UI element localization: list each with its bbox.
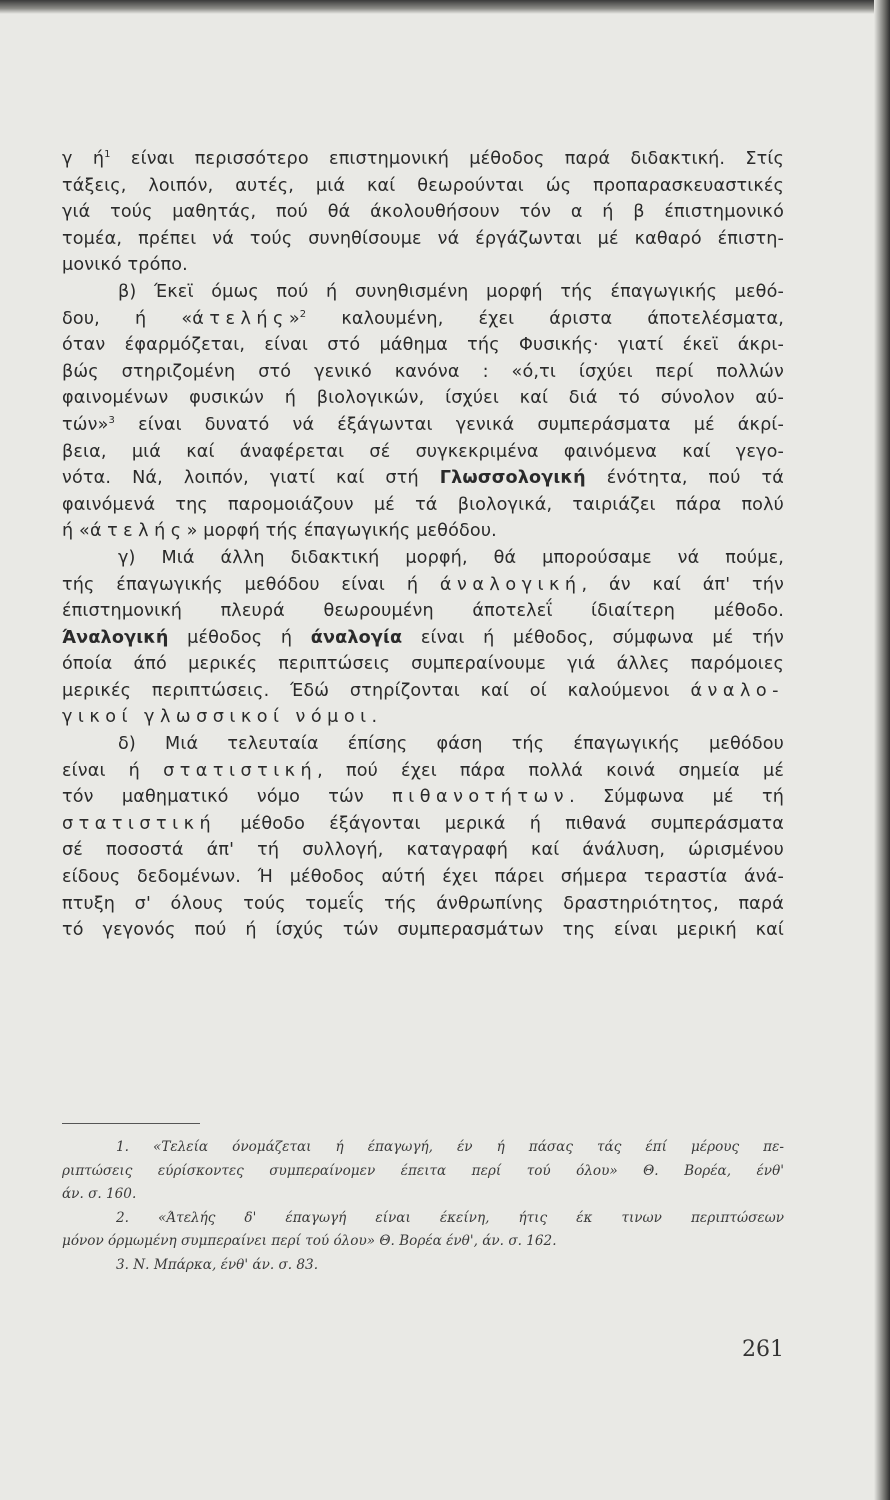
footnote-ref: 1 — [104, 149, 111, 160]
text-line — [62, 572, 784, 599]
text-run: , άν καί άπ' τήν — [581, 574, 784, 595]
text-line — [62, 146, 784, 173]
text-line — [62, 811, 784, 838]
text-line — [62, 465, 784, 492]
text-run: μερικές περιπτώσεις. Έδώ στηρίζονται καί οί καλούμενοι — [62, 680, 691, 701]
footnote-ref: 3 — [108, 414, 116, 426]
text-run: φαινόμενά της παρομοιάζουν μέ τά βιολογικά, ταιριάζει πάρα πολύ — [62, 494, 784, 515]
text-line — [62, 784, 784, 811]
text-line — [62, 891, 784, 918]
text-run: . Σύμφωνα μέ τή — [569, 787, 784, 808]
text-run: » — [288, 308, 300, 329]
text-run: είναι περισσότερο επιστημονική μέθοδος παρά διδακτική. Στίς — [110, 149, 784, 169]
text-line — [62, 199, 784, 226]
text-run: μονικό τρόπο. — [62, 255, 188, 276]
text-line — [62, 625, 784, 652]
text-run: ένότητα, πού τά — [585, 468, 784, 489]
text-run: τής έπαγωγικής μεθόδου είναι ή — [62, 574, 440, 595]
text-run: δ) Μιά τελευταία έπίσης φάση τής έπαγωγικής μεθόδου — [118, 734, 784, 755]
text-line — [62, 385, 784, 412]
text-line — [62, 837, 784, 864]
text-line — [62, 545, 784, 572]
text-run: , πού έχει πάρα πολλά κοινά σημεία μέ — [317, 760, 784, 781]
text-run: γικοί γλωσσικοί νόμοι. — [62, 707, 383, 728]
text-run: άτελής — [89, 521, 187, 542]
text-run: καλουμένη, έχει άριστα άποτελέσματα, — [306, 308, 784, 329]
text-run: έπιστημονική πλευρά θεωρουμένη άποτελεΐ ίδιαίτερη μέθοδο. — [62, 601, 784, 622]
text-line — [62, 252, 784, 279]
text-run: τό γεγονός πού ή ίσχύς τών συμπερασμάτων της είναι μερική καί — [62, 920, 784, 941]
text-line — [62, 651, 784, 678]
text-line — [62, 226, 784, 253]
text-run: » μορφή τής έπαγωγικής μεθόδου. — [186, 521, 497, 542]
text-run: άναλο- — [690, 680, 784, 701]
footnote-line: 2. «Άτελής δ' έπαγωγή είναι έκείνη, ήτις έκ τινων περιπτώσεων — [116, 1209, 784, 1226]
text-run: μέθοδο έξάγονται μερικά ή πιθανά συμπεράσματα — [216, 813, 784, 834]
text-run: γιά τούς μαθητάς, πού θά άκολουθήσουν τόν α ή β έπιστημονικό — [62, 202, 784, 223]
text-line — [62, 704, 784, 731]
text-run: στατιστική — [62, 813, 217, 834]
text-line — [62, 332, 784, 359]
text-run: φαινομένων φυσικών ή βιολογικών, ίσχύει καί διά τό σύνολον αύ- — [62, 388, 784, 409]
body-text — [62, 146, 784, 944]
text-line — [62, 359, 784, 386]
text-line — [62, 917, 784, 944]
text-run: πιθανοτήτων — [392, 787, 570, 808]
scan-edge-top — [0, 0, 890, 14]
text-run: β) Έκεϊ όμως πού ή συνηθισμένη μορφή τής έπαγωγικής μεθό- — [118, 281, 784, 302]
text-line — [62, 598, 784, 625]
text-run: άναλογική — [439, 574, 582, 595]
text-run: τάξεις, λοιπόν, αυτές, μιά καί θεωρούνται ώς προπαρασκευαστικές — [62, 175, 784, 196]
footnote-line: άν. σ. 160. — [62, 1186, 137, 1202]
text-run: γ ή — [62, 149, 105, 169]
text-run: στατιστική — [163, 760, 318, 781]
text-run: μέθοδος ή — [168, 627, 311, 648]
footnote-line: ριπτώσεις εύρίσκοντες συμπεραίνομεν έπειτα περί τού όλου» Θ. Βορέα, ένθ' — [62, 1162, 784, 1179]
text-run: σέ ποσοστά άπ' τή συλλογή, καταγραφή καί άνάλυση, ώρισμένου — [62, 840, 784, 861]
text-run: τόν μαθηματικό νόμο τών — [62, 787, 393, 808]
scan-edge-right — [874, 0, 890, 1500]
text-run: τομέα, πρέπει νά τούς συνηθίσουμε νά έργάζωνται μέ καθαρό έπιστη- — [62, 228, 784, 249]
footnote-ref: 2 — [299, 308, 307, 320]
text-run: όποία άπό μερικές περιπτώσεις συμπεραίνουμε γιά άλλες παρόμοιες — [62, 654, 784, 675]
text-run: βεια, μιά καί άναφέρεται σέ συγκεκριμένα φαινόμενα καί γεγο- — [62, 441, 784, 462]
text-run: είναι δυνατό νά έξάγωνται γενικά συμπεράσματα μέ άκρί- — [115, 414, 784, 435]
text-line — [62, 439, 784, 466]
text-run: νότα. Νά, λοιπόν, γιατί καί στή — [62, 468, 440, 489]
text-line — [62, 173, 784, 200]
footnote-line: 1. «Τελεία όνομάζεται ή έπαγωγή, έν ή πάσας τάς έπί μέρους πε- — [116, 1139, 784, 1155]
page-number: 261 — [742, 1337, 784, 1362]
footnote-line: μόνον όρμωμένη συμπεραίνει περί τού όλου» Θ. Βορέα ένθ', άν. σ. 162. — [62, 1233, 557, 1249]
text-run: τών» — [62, 414, 109, 435]
text-run: δου, ή « — [62, 308, 193, 329]
text-line — [62, 731, 784, 758]
text-run: είναι ή μέθοδος, σύμφωνα μέ τήν — [402, 627, 784, 648]
text-run: είναι ή — [62, 760, 164, 781]
text-run: Γλωσσολογική — [439, 468, 586, 489]
text-run: άτελής — [192, 308, 289, 329]
text-line — [62, 518, 784, 545]
footnotes — [62, 1136, 784, 1277]
text-run: είδους δεδομένων. Ή μέθοδος αύτή έχει πάρει σήμερα τεραστία άνά- — [62, 867, 784, 888]
footnote-line: 3. Ν. Μπάρκα, ένθ' άν. σ. 83. — [116, 1256, 319, 1273]
text-run: άναλογία — [310, 627, 403, 648]
text-line — [62, 758, 784, 785]
footnote-rule — [62, 1123, 200, 1124]
text-line — [62, 864, 784, 891]
text-run: πτυξη σ' όλους τούς τομεΐς τής άνθρωπίνης δραστηριότητος, παρά — [62, 893, 784, 914]
text-run: ή « — [62, 521, 90, 542]
text-run: γ) Μιά άλλη διδακτική μορφή, θά μπορούσαμε νά πούμε, — [118, 547, 784, 568]
text-line — [62, 279, 784, 306]
text-run: Άναλογική — [62, 627, 169, 648]
text-line — [62, 306, 784, 333]
text-run: βώς στηριζομένη στό γενικό κανόνα : «ό,τι ίσχύει περί πολλών — [62, 361, 784, 382]
text-line — [62, 412, 784, 439]
text-line — [62, 492, 784, 519]
text-line — [62, 678, 784, 705]
text-run: όταν έφαρμόζεται, είναι στό μάθημα τής Φυσικής· γιατί έκεϊ άκρι- — [62, 335, 784, 356]
